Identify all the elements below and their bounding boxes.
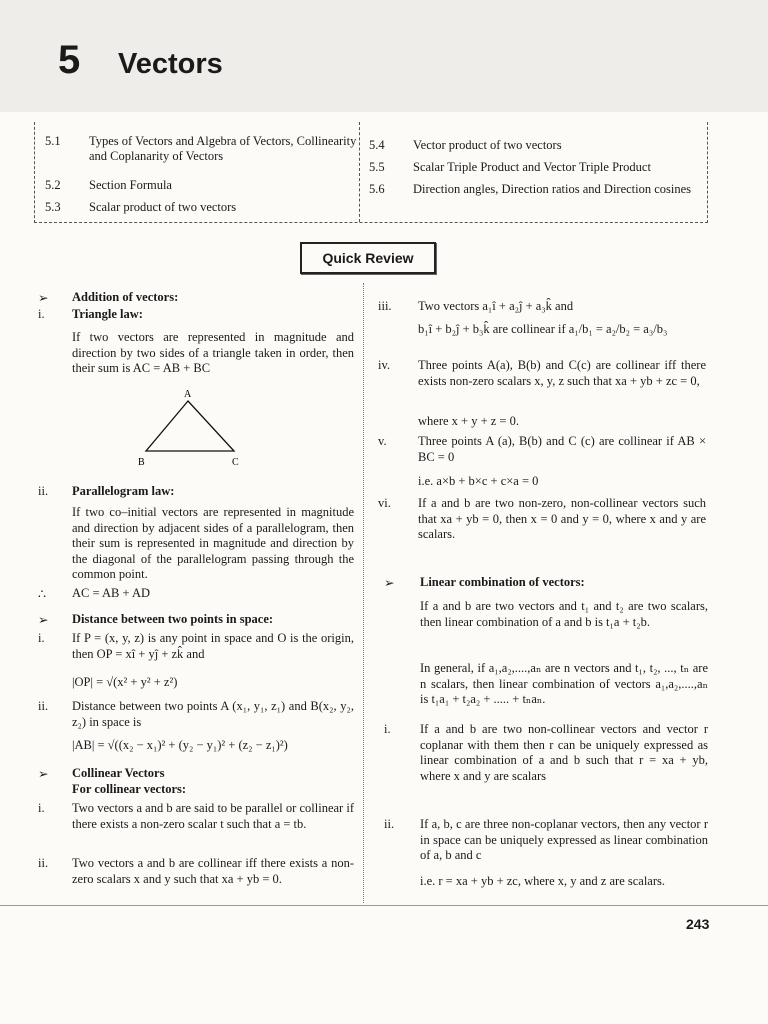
equation: AC = AB + AD bbox=[72, 586, 151, 600]
paragraph: If a, b, c are three non-coplanar vectors, then any vector r in space can be uniquely expressed as linear combination of a, b and c bbox=[420, 817, 708, 863]
toc-entry-text: Direction angles, Direction ratios and Direction cosines bbox=[413, 182, 692, 196]
footer-rule bbox=[0, 905, 768, 906]
toc-entry bbox=[369, 160, 699, 176]
list-marker: vi. bbox=[378, 496, 391, 510]
list-marker: iii. bbox=[378, 299, 392, 313]
toc-entry-number: 5.2 bbox=[45, 178, 61, 192]
toc-entry-text: Scalar product of two vectors bbox=[89, 200, 237, 214]
paragraph: Two vectors a₁î + a₂ĵ + a₃k̂ and bbox=[418, 299, 574, 313]
paragraph: If a and b are two vectors and t₁ and t₂ are two scalars, then linear combination of a and b is t₁a + t₂b. bbox=[420, 599, 708, 629]
bullet-marker: ➢ bbox=[384, 576, 395, 590]
chapter-header bbox=[0, 0, 768, 112]
toc-entry-text: Vector product of two vectors bbox=[413, 138, 562, 152]
toc-entry bbox=[369, 138, 699, 154]
paragraph: If a and b are two non-collinear vectors and vector r coplanar with them then r can be uniquely expressed as linear combination of a and b such that r = xa + yb, where x and y are scalars bbox=[420, 722, 708, 783]
list-marker: ii. bbox=[38, 484, 49, 498]
bullet-marker: ➢ bbox=[38, 613, 49, 627]
toc-entry bbox=[45, 178, 355, 194]
toc-entry bbox=[45, 134, 355, 168]
equation: b₁î + b₂ĵ + b₃k̂ are collinear if a₁/b₁ = a₂/b₂ = a₃/b₃ bbox=[418, 322, 668, 336]
triangle-vertex-a: A bbox=[184, 389, 192, 400]
list-marker: ii. bbox=[384, 817, 395, 831]
subheading: Triangle law: bbox=[72, 307, 143, 321]
paragraph: If two co–initial vectors are represented in magnitude and direction by adjacent sides of a parallelogram, then their sum is represented in magnitude and direction by the diagonal of the parallelogram passing through the common point. bbox=[72, 505, 354, 582]
column-divider bbox=[363, 283, 364, 903]
toc-entry-number: 5.1 bbox=[45, 134, 61, 148]
toc-divider bbox=[359, 122, 360, 222]
triangle-vertex-b: B bbox=[138, 457, 145, 465]
equation: |OP| = √(x² + y² + z²) bbox=[72, 675, 178, 689]
list-marker: v. bbox=[378, 434, 387, 448]
paragraph: If P = (x, y, z) is any point in space and O is the origin, then OP = xî + yĵ + zk̂ and bbox=[72, 631, 354, 661]
section-heading: Distance between two points in space: bbox=[72, 612, 274, 626]
toc-entry-text: Scalar Triple Product and Vector Triple Product bbox=[413, 160, 651, 174]
page-number: 243 bbox=[686, 916, 710, 932]
therefore-symbol: ∴ bbox=[38, 587, 46, 601]
toc-entry-number: 5.4 bbox=[369, 138, 385, 152]
chapter-title: Vectors bbox=[118, 48, 223, 80]
quick-review-box: Quick Review bbox=[300, 242, 436, 274]
toc-entry-number: 5.6 bbox=[369, 182, 385, 196]
chapter-number: 5 bbox=[58, 38, 81, 82]
paragraph: Three points A(a), B(b) and C(c) are collinear iff there exists non-zero scalars x, y, z such that xa + yb + zc = 0, bbox=[418, 358, 706, 388]
chapter-contents bbox=[34, 122, 708, 223]
equation: i.e. r = xa + yb + zc, where x, y and z are scalars. bbox=[420, 874, 666, 888]
toc-entry bbox=[369, 182, 699, 216]
paragraph: If a and b are two non-zero, non-collinear vectors such that xa + yb = 0, then x = 0 and y = 0, where x and y are scalars. bbox=[418, 496, 706, 542]
subheading: Parallelogram law: bbox=[72, 484, 175, 498]
paragraph: Three points A (a), B(b) and C (c) are collinear if AB × BC = 0 bbox=[418, 434, 706, 464]
paragraph: Two vectors a and b are said to be parallel or collinear if there exists a non-zero scalar t such that a = tb. bbox=[72, 801, 354, 831]
section-heading: Addition of vectors: bbox=[72, 290, 179, 304]
triangle-diagram bbox=[130, 385, 250, 465]
toc-entry-text: Section Formula bbox=[89, 178, 172, 192]
list-marker: iv. bbox=[378, 358, 391, 372]
triangle-vertex-c: C bbox=[232, 457, 239, 465]
toc-entry-number: 5.3 bbox=[45, 200, 61, 214]
toc-entry bbox=[45, 200, 355, 216]
section-heading: Collinear Vectors bbox=[72, 766, 165, 780]
equation: i.e. a×b + b×c + c×a = 0 bbox=[418, 474, 539, 488]
toc-entry-number: 5.5 bbox=[369, 160, 385, 174]
equation: where x + y + z = 0. bbox=[418, 414, 519, 428]
list-marker: i. bbox=[384, 722, 391, 736]
equation: |AB| = √((x₂ − x₁)² + (y₂ − y₁)² + (z₂ − z₁)²) bbox=[72, 738, 288, 752]
subheading: For collinear vectors: bbox=[72, 782, 187, 796]
bullet-marker: ➢ bbox=[38, 291, 49, 305]
list-marker: i. bbox=[38, 307, 45, 321]
bullet-marker: ➢ bbox=[38, 767, 49, 781]
toc-entry-text: Types of Vectors and Algebra of Vectors, Collinearity and Coplanarity of Vectors bbox=[89, 134, 357, 163]
paragraph: If two vectors are represented in magnitude and direction by two sides of a triangle taken in order, then their sum is AC = AB + BC bbox=[72, 330, 354, 376]
list-marker: i. bbox=[38, 631, 45, 645]
list-marker: i. bbox=[38, 801, 45, 815]
section-heading: Linear combination of vectors: bbox=[420, 575, 585, 589]
paragraph: Distance between two points A (x₁, y₁, z₁) and B(x₂, y₂, z₂) in space is bbox=[72, 699, 354, 729]
list-marker: ii. bbox=[38, 699, 49, 713]
list-marker: ii. bbox=[38, 856, 49, 870]
paragraph: Two vectors a and b are collinear iff there exists a non-zero scalars x and y such that xa + yb = 0. bbox=[72, 856, 354, 886]
paragraph: In general, if a₁,a₂,....,aₙ are n vectors and t₁, t₂, ..., tₙ are n scalars, then linear combination of vectors a₁,a₂,....,aₙ is t₁a₁ + t₂a₂ + ..... + tₙaₙ. bbox=[420, 661, 708, 707]
